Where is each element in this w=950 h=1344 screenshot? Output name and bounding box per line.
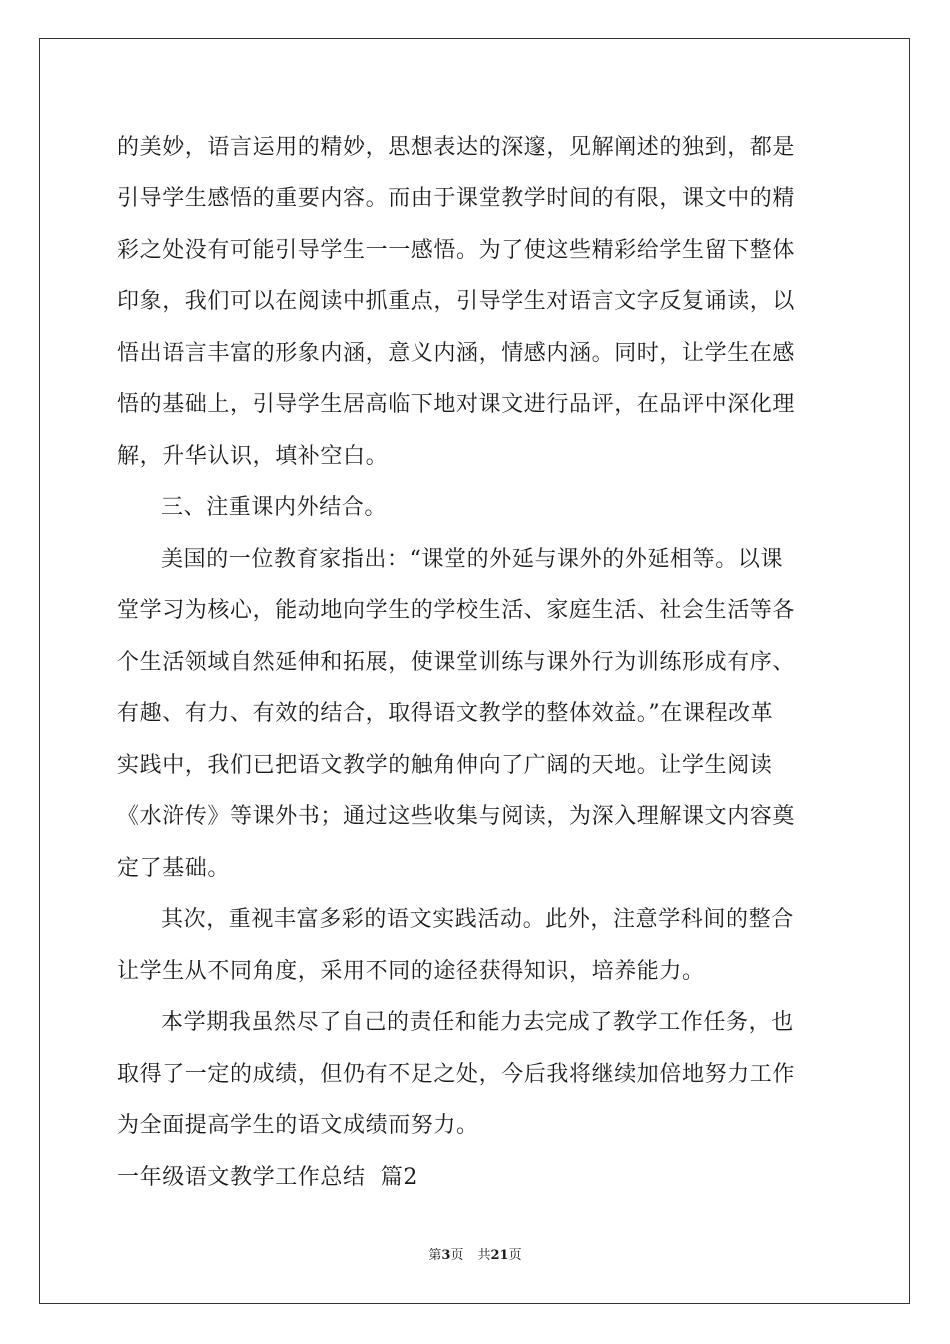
body-line: 个生活领域自然延伸和拓展，使课堂训练与课外行为训练形成有序、 <box>117 650 796 675</box>
section-heading: 一年级语文教学工作总结 篇2 <box>117 1165 418 1190</box>
body-line: 的美妙，语言运用的精妙，思想表达的深邃，见解阐述的独到，都是 <box>117 135 796 160</box>
body-line: 美国的一位教育家指出：“课堂的外延与课外的外延相等。以课 <box>161 547 784 572</box>
body-line: 悟出语言丰富的形象内涵，意义内涵，情感内涵。同时，让学生在感 <box>117 341 796 366</box>
body-line: 有趣、有力、有效的结合，取得语文教学的整体效益。”在课程改革 <box>117 701 774 726</box>
body-line: 实践中，我们已把语文教学的触角伸向了广阔的天地。让学生阅读 <box>117 753 773 778</box>
footer-total-prefix: 共 <box>477 1248 491 1263</box>
footer-page-suffix: 页 <box>450 1248 464 1263</box>
body-line: 彩之处没有可能引导学生一一感悟。为了使这些精彩给学生留下整体 <box>117 238 796 263</box>
body-line: 其次，重视丰富多彩的语文实践活动。此外，注意学科间的整合 <box>161 907 794 932</box>
body-line: 引导学生感悟的重要内容。而由于课堂教学时间的有限，课文中的精 <box>117 186 796 211</box>
body-line: 定了基础。 <box>117 856 231 881</box>
body-line: 取得了一定的成绩，但仍有不足之处，今后我将继续加倍地努力工作 <box>117 1062 796 1087</box>
body-line: 为全面提高学生的语文成绩而努力。 <box>117 1113 479 1138</box>
footer-page-prefix: 第 <box>428 1248 442 1263</box>
body-line: 解，升华认识，填补空白。 <box>117 444 389 469</box>
footer-total-pages: 21 <box>490 1248 509 1263</box>
body-line: 本学期我虽然尽了自己的责任和能力去完成了教学工作任务，也 <box>161 1010 794 1035</box>
body-line: 《水浒传》等课外书；通过这些收集与阅读，为深入理解课文内容奠 <box>117 804 796 829</box>
page-footer <box>0 1248 950 1264</box>
body-line: 悟的基础上，引导学生居高临下地对课文进行品评，在品评中深化理 <box>117 392 796 417</box>
body-line: 印象，我们可以在阅读中抓重点，引导学生对语言文字反复诵读，以 <box>117 289 796 314</box>
subheading: 三、注重课内外结合。 <box>161 495 388 520</box>
body-line: 堂学习为核心，能动地向学生的学校生活、家庭生活、社会生活等各 <box>117 598 796 623</box>
body-line: 让学生从不同角度，采用不同的途径获得知识，培养能力。 <box>117 959 705 984</box>
footer-total-suffix: 页 <box>508 1248 522 1263</box>
footer-page-number: 3 <box>441 1248 451 1263</box>
